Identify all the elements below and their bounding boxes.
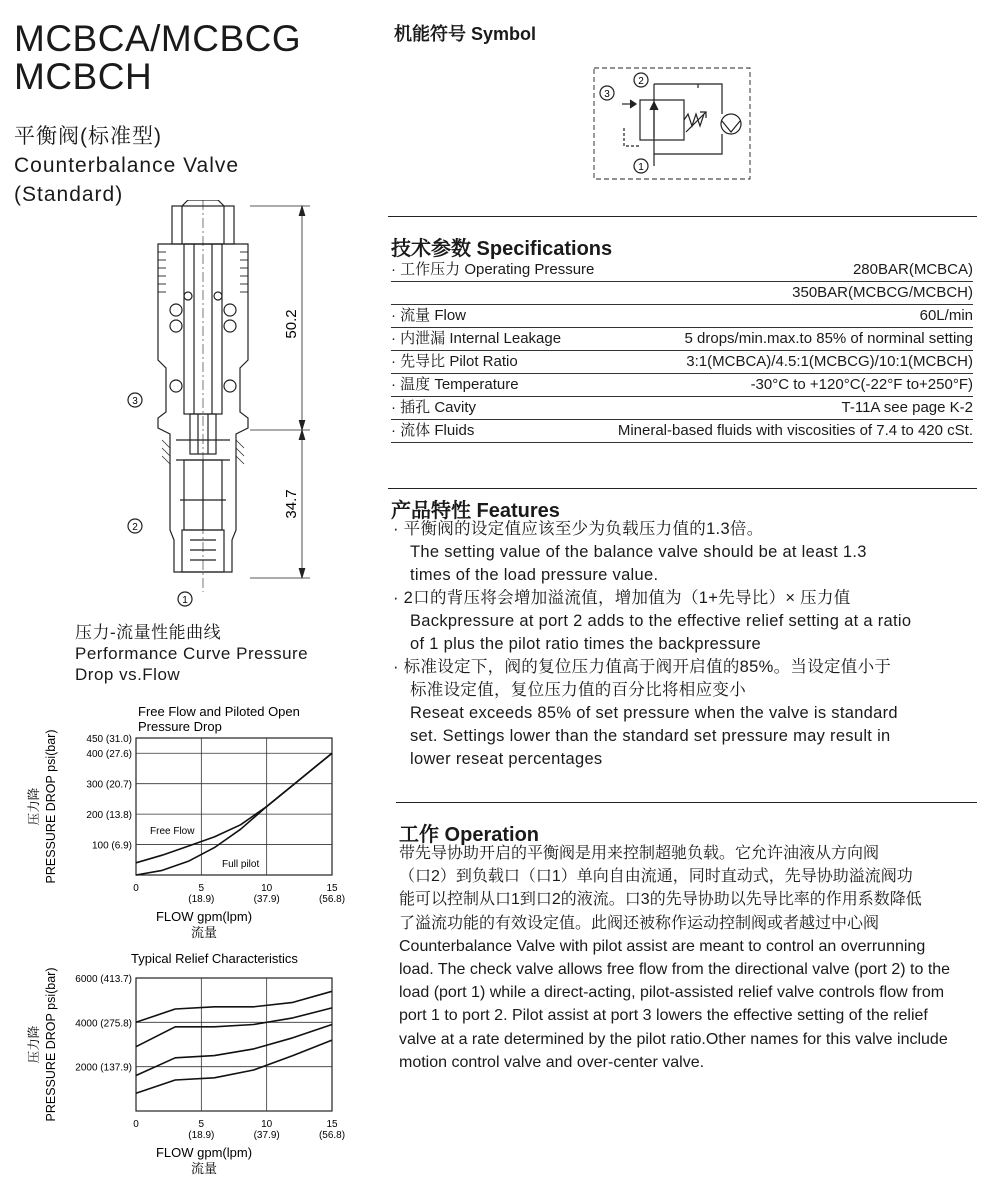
y-tick-label: 450 (31.0) [86, 734, 132, 745]
operation-line: 能可以控制从口1到口2的液流。口3的先导协助以先导比率的作用系数降低 [399, 891, 922, 909]
operation-line: motion control valve and over-center valve. [399, 1053, 705, 1071]
product-subtitle [14, 122, 239, 209]
port-3-label: 3 [132, 396, 138, 407]
spec-row [391, 351, 973, 374]
specs-heading: 技术参数 Specifications [391, 238, 613, 260]
port-1-label: 1 [182, 595, 188, 606]
performance-caption-cn: 压力-流量性能曲线 [75, 623, 222, 642]
feature-3-cn-2: 标准设定值，复位压力值的百分比将相应变小 [410, 681, 746, 699]
performance-caption-en-2: Drop vs.Flow [75, 665, 181, 684]
spec-label: · 流量 Flow [391, 307, 467, 324]
operation-line: load. The check valve allows free flow from the directional valve (port 2) to the [399, 961, 951, 979]
spec-row [391, 420, 973, 443]
symbol-port-3: 3 [604, 89, 610, 100]
dimension-lines [250, 206, 310, 578]
chart-frame [136, 978, 332, 1111]
y-axis-label: PRESSURE DROP psi(bar) [44, 729, 58, 884]
features-list [393, 518, 983, 771]
spec-label: · 工作压力 Operating Pressure [391, 261, 595, 278]
spec-row [391, 305, 973, 328]
y-axis-label-cn: 压力降 [27, 787, 41, 826]
spec-value: 5 drops/min.max.to 85% of norminal setting [684, 330, 973, 347]
product-title [14, 20, 301, 96]
y-tick-label: 100 (6.9) [91, 840, 132, 852]
x-tick-sublabel: (18.9) [188, 894, 215, 905]
y-axis-label: PRESSURE DROP psi(bar) [44, 967, 58, 1122]
x-tick-label: 15 [326, 1119, 338, 1130]
spec-row [391, 328, 973, 351]
x-tick-label: 15 [326, 883, 338, 894]
chart-title: Typical Relief Characteristics [131, 951, 298, 966]
y-tick-label: 6000 (413.7) [75, 974, 132, 985]
chart-free-flow-pressure-drop [18, 700, 358, 945]
feature-1-cn: · 平衡阀的设定值应该至少为负载压力值的1.3倍。 [393, 520, 764, 538]
symbol-port-2: 2 [638, 76, 644, 87]
symbol-envelope [594, 68, 750, 179]
port-2-label: 2 [132, 522, 138, 533]
spec-row [391, 259, 973, 282]
spec-row [391, 374, 973, 397]
y-axis-label-cn: 压力降 [27, 1025, 41, 1064]
subtitle-en-2: (Standard) [14, 183, 124, 206]
x-tick-sublabel: (18.9) [188, 1130, 215, 1141]
operation-line: valve at a rate determined by the pilot ratio.Other names for this valve include [399, 1030, 948, 1048]
spec-value: -30°C to +120°C(-22°F to+250°F) [750, 376, 973, 393]
y-tick-label: 200 (13.8) [86, 810, 132, 822]
title-line-2: MCBCH [14, 56, 153, 97]
operation-line: Counterbalance Valve with pilot assist are meant to control an overrunning [399, 937, 926, 955]
spec-label: · 温度 Temperature [391, 376, 519, 393]
x-tick-label: 5 [198, 883, 205, 894]
spec-value: 3:1(MCBCA)/4.5:1(MCBCG)/10:1(MCBCH) [686, 353, 973, 370]
spec-label: · 插孔 Cavity [391, 399, 477, 416]
cartridge-section-drawing [110, 200, 310, 610]
relief-valve-box [640, 100, 684, 140]
series-line-free-flow [136, 753, 332, 863]
subtitle-en-1: Counterbalance Valve [14, 154, 240, 177]
feature-3-en-1: Reseat exceeds 85% of set pressure when the valve is standard [410, 704, 898, 722]
operation-heading: 工作 Operation [399, 824, 540, 846]
divider-specs [388, 216, 977, 217]
y-tick-label: 300 (20.7) [86, 779, 132, 791]
spec-value: 280BAR(MCBCA) [852, 261, 973, 278]
operation-line: 了溢流功能的有效设定值。此阀还被称作运动控制阀或者越过中心阀 [399, 914, 880, 932]
operation-line: （口2）到负载口（口1）单向自由流通，同时直动式，先导协助溢流阀功 [399, 868, 913, 886]
spec-value: T-11A see page K-2 [841, 399, 973, 416]
y-tick-label: 2000 (137.9) [75, 1062, 132, 1074]
series-label-full-pilot: Full pilot [222, 859, 260, 870]
symbol-port-1: 1 [638, 162, 644, 173]
spec-value: Mineral-based fluids with viscosities of 7.4 to 420 cSt. [617, 422, 973, 439]
x-axis-label: FLOW gpm(lpm) [155, 909, 253, 924]
x-axis-label: FLOW gpm(lpm) [155, 1145, 253, 1160]
feature-2-cn: · 2口的背压将会增加溢流值，增加值为（1+先导比）× 压力值 [393, 589, 851, 607]
x-tick-sublabel: (37.9) [253, 1130, 280, 1141]
feature-1-en-1: The setting value of the balance valve should be at least 1.3 [410, 543, 867, 561]
performance-caption [75, 622, 308, 685]
operation-line: port 1 to port 2. Pilot assist at port 3 lowers the effective setting of the relief [399, 1007, 928, 1025]
feature-3-cn: · 标准设定下，阀的复位压力值高于阀开启值的85%。当设定值小于 [393, 658, 892, 676]
spec-label: · 内泄漏 Internal Leakage [391, 330, 562, 347]
chart-relief-characteristics [18, 948, 358, 1188]
x-tick-label: 0 [133, 1119, 139, 1130]
y-tick-label: 4000 (275.8) [75, 1018, 132, 1030]
divider-operation [396, 802, 977, 803]
spec-value: 60L/min [919, 307, 973, 324]
title-line-1: MCBCA/MCBCG [14, 18, 302, 59]
hydraulic-symbol [592, 66, 752, 181]
series-line-setting-2 [136, 1008, 332, 1047]
dimension-lower: 34.7 [283, 489, 300, 519]
x-tick-label: 10 [261, 1119, 273, 1130]
spec-label: · 流体 Fluids [391, 422, 475, 439]
series-line-setting-1 [136, 991, 332, 1022]
operation-line: load (port 1) while a direct-acting, pilot-assisted relief valve controls flow from [399, 984, 945, 1002]
dimension-upper: 50.2 [283, 309, 300, 339]
series-label-free-flow: Free Flow [150, 826, 195, 837]
x-tick-sublabel: (37.9) [253, 894, 280, 905]
feature-2-en-1: Backpressure at port 2 adds to the effective relief setting at a ratio [410, 612, 912, 630]
chart-title-line: Free Flow and Piloted Open [138, 704, 300, 719]
feature-1-en-2: times of the load pressure value. [410, 566, 659, 584]
feature-3-en-2: set. Settings lower than the standard set pressure may result in [410, 727, 891, 745]
features-heading: 产品特性 Features [391, 500, 560, 522]
spec-row [391, 282, 973, 305]
operation-line: 带先导协助开启的平衡阀是用来控制超驰负载。它允许油液从方向阀 [399, 845, 880, 862]
spec-row [391, 397, 973, 420]
x-axis-label-cn: 流量 [190, 1161, 218, 1176]
x-tick-sublabel: (56.8) [318, 894, 346, 905]
x-tick-label: 10 [261, 883, 273, 894]
subtitle-cn: 平衡阀(标准型) [14, 125, 162, 148]
performance-caption-en-1: Performance Curve Pressure [75, 644, 309, 663]
x-tick-sublabel: (56.8) [318, 1130, 346, 1141]
x-axis-label-cn: 流量 [190, 925, 218, 940]
x-tick-label: 0 [133, 883, 139, 894]
feature-3-en-3: lower reseat percentages [410, 750, 603, 768]
operation-text [399, 842, 999, 1074]
y-tick-label: 400 (27.6) [86, 749, 132, 761]
x-tick-label: 5 [198, 1119, 205, 1130]
symbol-heading: 机能符号 Symbol [394, 24, 537, 44]
spec-value: 350BAR(MCBCG/MCBCH) [792, 284, 973, 301]
chart-title-line: Pressure Drop [138, 719, 222, 734]
feature-2-en-2: of 1 plus the pilot ratio times the backpressure [410, 635, 761, 653]
spec-label: · 先导比 Pilot Ratio [391, 353, 518, 370]
divider-features [388, 488, 977, 489]
